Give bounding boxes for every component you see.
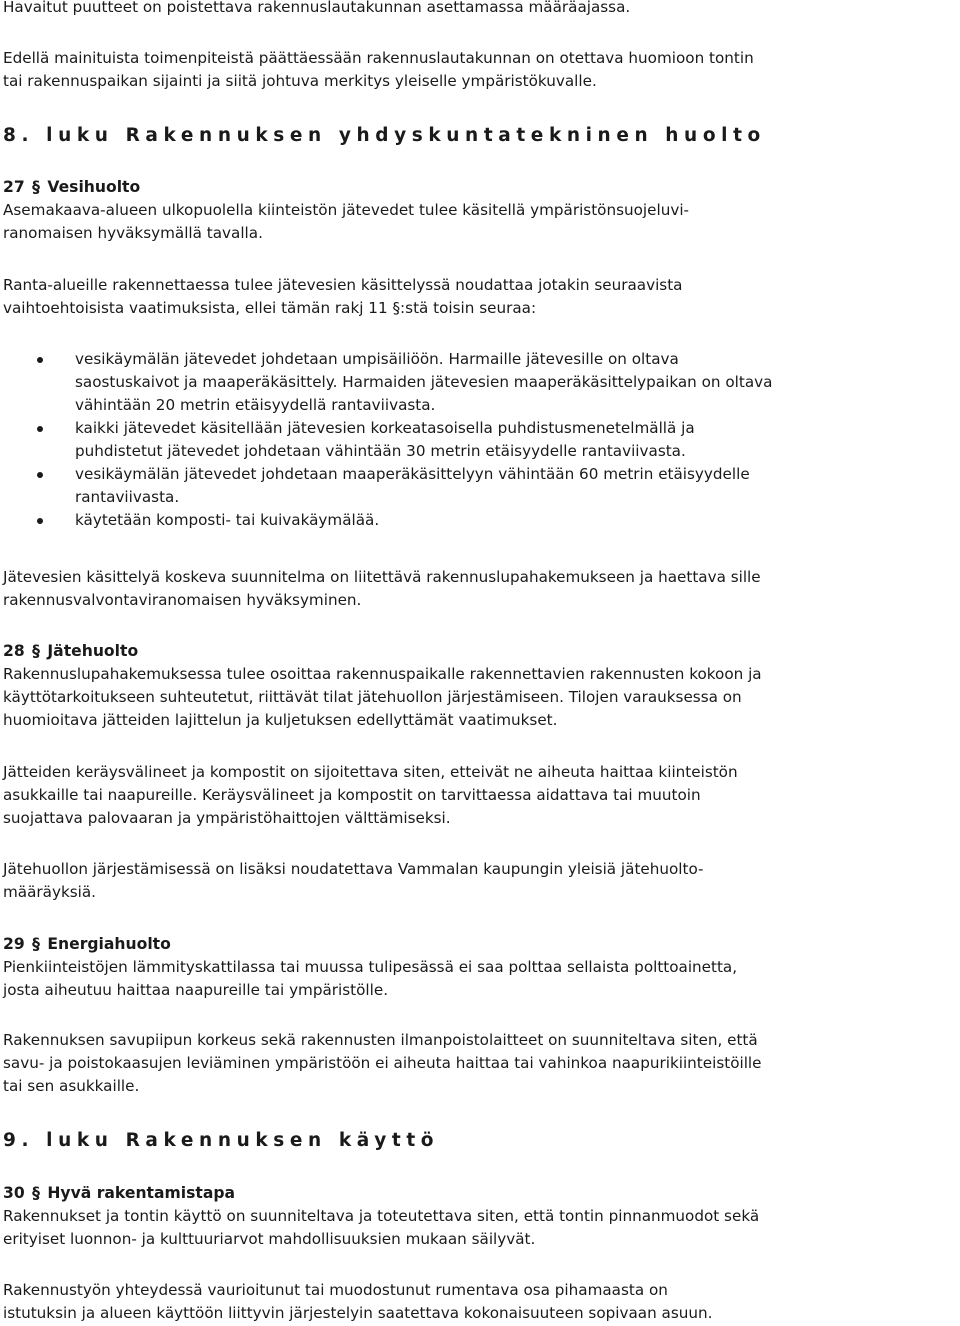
list-item: käytetään komposti- tai kuivakäymälää. (3, 509, 772, 532)
bullet-icon (37, 518, 43, 524)
section-30-paragraph-2: Rakennustyön yhteydessä vaurioitunut tai muodostunut rumentava osa pihamaasta on istutuksin ja alueen käyttöön liittyvin järjestelyin saatettava kokonaisuuteen sopivaan asuun. (3, 1281, 713, 1322)
section-27-heading (3, 176, 140, 199)
section-29-paragraph-2: Rakennuksen savupiipun korkeus sekä rakennusten ilmanpoistolaitteet on suunniteltava siten, että savu- ja poistokaasujen leviäminen ympäristöön ei aiheuta haittaa tai vahinkoa naapurikiinteistöille tai sen asukkaille. (3, 1031, 762, 1095)
section-title: Jätehuolto (47, 642, 139, 660)
list-item: vesikäymälän jätevedet johdetaan umpisäiliöön. Harmaille jätevesille on oltava saostuskaivot ja maaperäkäsittely. Harmaiden jätevesien maaperäkäsittelypaikan on oltava vähintään 20 metrin etäisyydellä rantaviivasta. (3, 348, 772, 417)
section-title: Vesihuolto (47, 178, 141, 196)
section-27-paragraph-1: Asemakaava-alueen ulkopuolella kiinteistön jätevedet tulee käsitellä ympäristönsuojeluvi- ranomaisen hyväksymällä tavalla. (3, 201, 690, 242)
section-29-paragraph-1: Pienkiinteistöjen lämmityskattilassa tai muussa tulipesässä ei saa polttaa sellaista polttoainetta, josta aiheutuu haittaa naapureille tai ympäristölle. (3, 958, 738, 999)
section-29-heading (3, 933, 171, 956)
bullet-icon (37, 426, 43, 432)
section-number: 30 (3, 1184, 25, 1202)
section-number: 28 (3, 642, 25, 660)
section-symbol: § (32, 935, 40, 953)
chapter-9-heading: 9. luku Rakennuksen käyttö (3, 1130, 440, 1151)
section-28-paragraph-1: Rakennuslupahakemuksessa tulee osoittaa rakennuspaikalle rakennettavien rakennusten kokoon ja käyttötarkoitukseen suhteutetut, riittävät tilat jätehuollon järjestämiseen. Tilojen varauksessa on huomioitava jätteiden lajittelun ja kuljetuksen edellyttämät vaatimukset. (3, 665, 762, 729)
section-symbol: § (32, 642, 40, 660)
intro-paragraph-1: Havaitut puutteet on poistettava rakennuslautakunnan asettamassa määräajassa. (3, 0, 631, 16)
section-28-heading (3, 640, 138, 663)
intro-paragraph-2: Edellä mainituista toimenpiteistä päättäessään rakennuslautakunnan on otettava huomioon tontin tai rakennuspaikan sijainti ja siitä johtuva merkitys yleiselle ympäristökuvalle. (3, 49, 754, 90)
section-symbol: § (32, 178, 40, 196)
section-title: Energiahuolto (47, 935, 171, 953)
section-27-bullet-list (3, 348, 772, 532)
section-30-paragraph-1: Rakennukset ja tontin käyttö on suunniteltava ja toteutettava siten, että tontin pinnanmuodot sekä erityiset luonnon- ja kulttuuriarvot mahdollisuuksien mukaan säilyvät. (3, 1207, 760, 1248)
list-item: kaikki jätevedet käsitellään jätevesien korkeatasoisella puhdistusmenetelmällä ja puhdistetut jätevedet johdetaan vähintään 30 metrin etäisyydelle rantaviivasta. (3, 417, 772, 463)
bullet-icon (37, 472, 43, 478)
section-27-paragraph-2: Ranta-alueille rakennettaessa tulee jätevesien käsittelyssä noudattaa jotakin seuraavista vaihtoehtoisista vaatimuksista, ellei tämän rakj 11 §:stä toisin seuraa: (3, 276, 683, 317)
section-number: 27 (3, 178, 25, 196)
section-symbol: § (32, 1184, 40, 1202)
section-28-paragraph-3: Jätehuollon järjestämisessä on lisäksi noudatettava Vammalan kaupungin yleisiä jätehuolto- määräyksiä. (3, 860, 704, 901)
bullet-icon (37, 357, 43, 363)
section-27-paragraph-3: Jätevesien käsittelyä koskeva suunnitelma on liitettävä rakennuslupahakemukseen ja haettava sille rakennusvalvontaviranomaisen hyväksyminen. (3, 568, 761, 609)
chapter-8-heading: 8. luku Rakennuksen yhdyskuntatekninen huolto (3, 125, 766, 146)
section-title: Hyvä rakentamistapa (47, 1184, 236, 1202)
section-28-paragraph-2: Jätteiden keräysvälineet ja kompostit on sijoitettava siten, etteivät ne aiheuta haittaa kiinteistön asukkaille tai naapureille. Keräysvälineet ja kompostit on tarvittaessa aidattava tai muutoin suojattava palovaaran ja ympäristöhaittojen välttämiseksi. (3, 763, 738, 827)
section-30-heading (3, 1182, 235, 1205)
section-number: 29 (3, 935, 25, 953)
list-item: vesikäymälän jätevedet johdetaan maaperäkäsittelyyn vähintään 60 metrin etäisyydelle rantaviivasta. (3, 463, 772, 509)
